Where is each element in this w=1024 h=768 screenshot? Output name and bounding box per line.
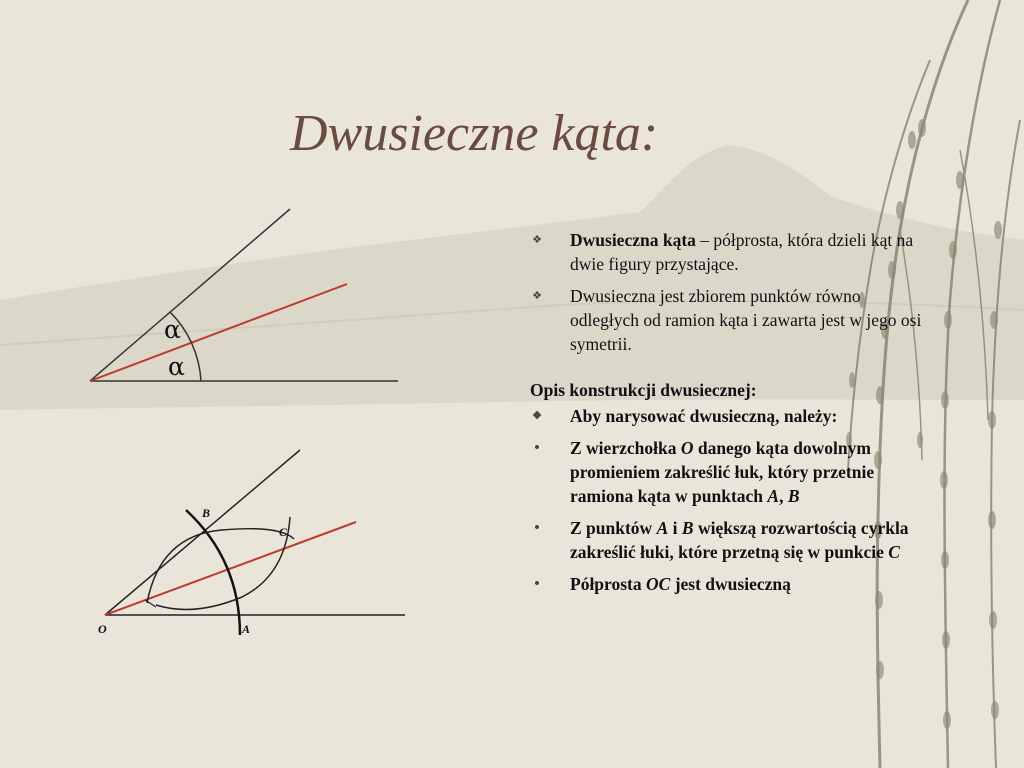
point-A-label: A	[242, 622, 251, 636]
point-C-label: C	[279, 525, 288, 539]
angle-bisector-figure	[80, 200, 410, 390]
slide-title: Dwusieczne kąta:	[290, 105, 659, 162]
step-1-point-A: A	[767, 486, 780, 506]
step-1-text: Z wierzchołka	[570, 438, 681, 458]
step-3-ray-OC: OC	[646, 574, 671, 594]
tick-mark	[145, 600, 156, 607]
step-2-point-B: B	[681, 518, 694, 538]
arc-from-B	[156, 517, 290, 610]
construction-steps	[530, 404, 930, 596]
step-3	[530, 572, 930, 596]
step-3-text-cont: jest dwusieczną	[670, 574, 791, 594]
step-1-point-B: B	[787, 486, 800, 506]
step-1-separator: ,	[779, 486, 788, 506]
step-2-point-C: C	[888, 542, 900, 562]
point-O-label: O	[98, 622, 107, 636]
property-text: Dwusieczna jest zbiorem punktów równo odległych od ramion kąta i zawarta jest w jego osi symetrii.	[570, 286, 922, 354]
construction-intro-item	[530, 404, 930, 428]
diamond-bullet-icon: ❖	[532, 234, 542, 246]
construction-figure	[90, 445, 420, 645]
step-2	[530, 516, 930, 564]
step-1	[530, 436, 930, 508]
step-2-text: Z punktów	[570, 518, 657, 538]
step-1-text-cont: danego kąta dowolnym promieniem zakreślić łuk, który przetnie ramiona kąta w punktach	[570, 438, 875, 506]
dot-bullet-icon: •	[534, 440, 540, 456]
dot-bullet-icon: •	[534, 576, 540, 592]
definition-text: – półprosta, która dzieli kąt na dwie figury przystające.	[570, 230, 914, 274]
point-B-label: B	[202, 506, 211, 520]
alpha-label-upper: α	[164, 315, 181, 344]
bisector-line	[90, 284, 347, 381]
step-2-conjunction: i	[668, 518, 682, 538]
definition-list	[530, 228, 930, 356]
diamond-bullet-icon: ❖	[532, 410, 542, 422]
content-panel	[530, 228, 930, 596]
construction-heading: Opis konstrukcji dwusiecznej:	[530, 380, 757, 400]
diamond-bullet-icon: ❖	[532, 290, 542, 302]
definition-term: Dwusieczna kąta	[570, 230, 696, 250]
property-item	[530, 284, 930, 356]
definition-item	[530, 228, 930, 276]
construction-intro: Aby narysować dwusieczną, należy:	[570, 406, 838, 426]
step-1-point-O: O	[680, 438, 694, 458]
angle-arm-upper	[90, 209, 290, 381]
step-2-text-cont: większą rozwartością cyrkla zakreślić łuki, które przetną się w punkcie	[570, 518, 909, 562]
dot-bullet-icon: •	[534, 520, 540, 536]
construction-arm-upper	[105, 450, 300, 615]
step-2-point-A: A	[656, 518, 669, 538]
alpha-label-lower: α	[168, 352, 185, 381]
step-3-text: Półprosta	[570, 574, 646, 594]
construction-section	[530, 378, 930, 596]
